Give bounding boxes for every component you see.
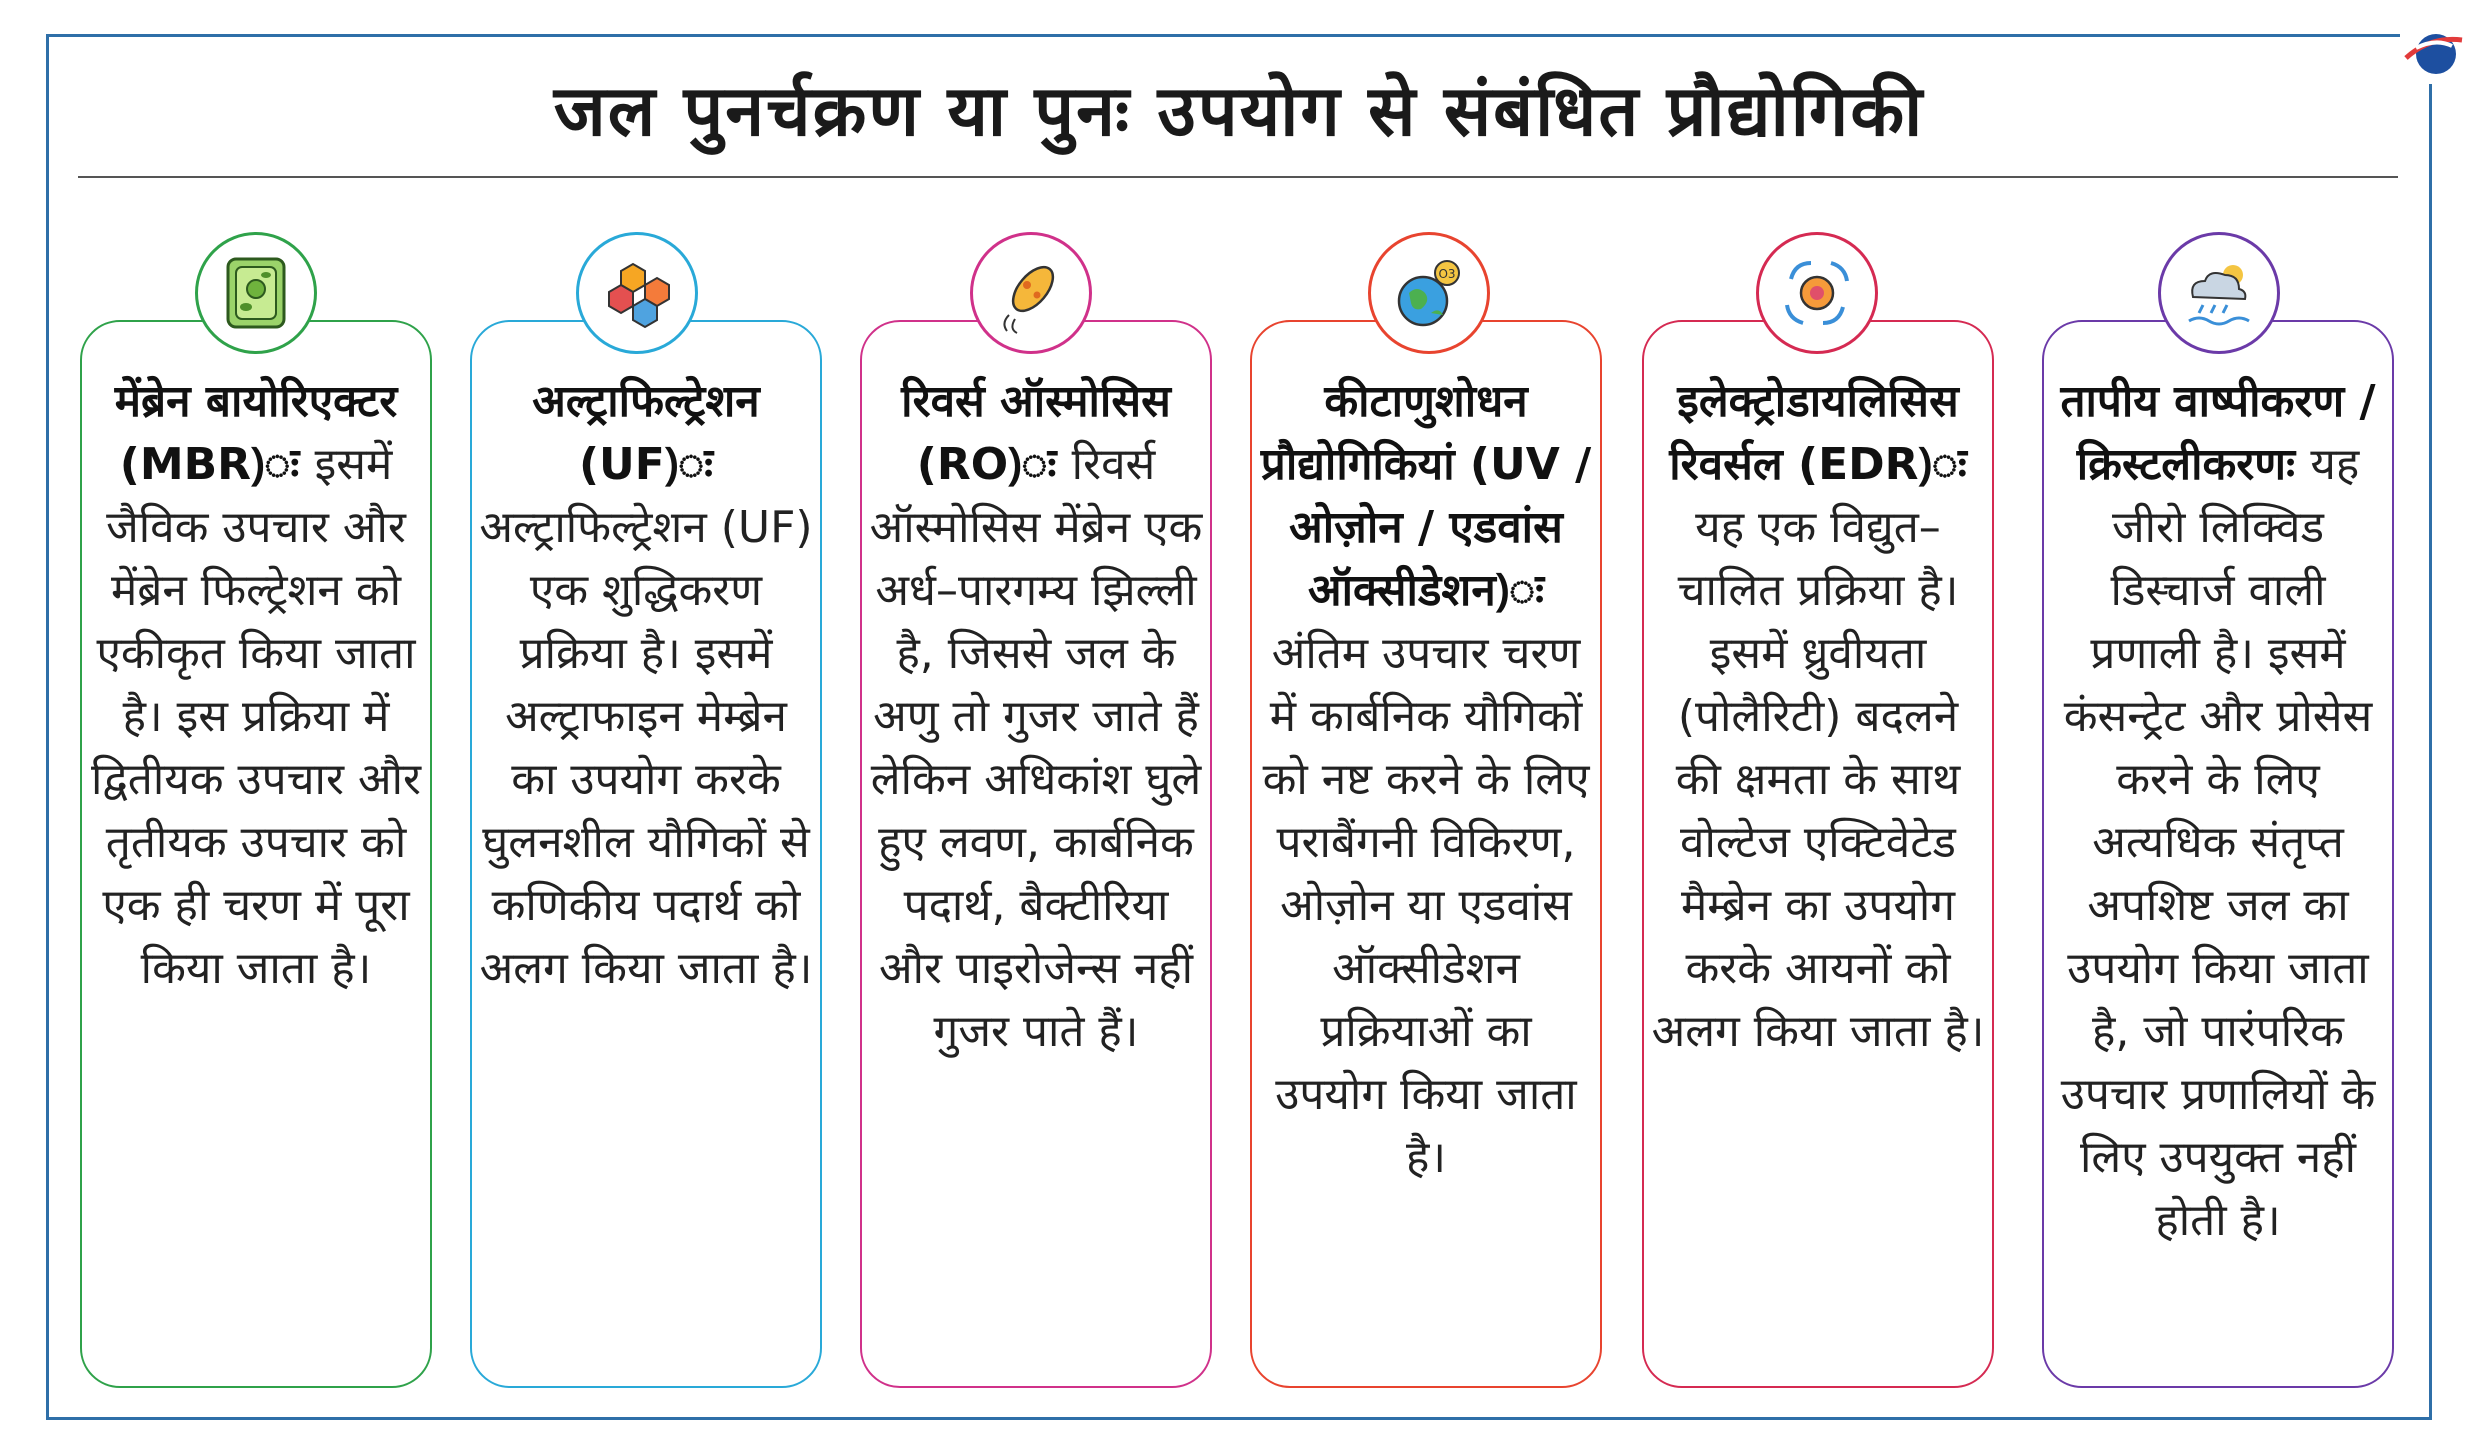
card-body: अल्ट्राफिल्ट्रेशन (UF) एक शुद्धिकरण प्रक्रिया है। इसमें अल्ट्राफाइन मेम्ब्रेन का उपयोग करके घुलनशील यौगिकों से कणिकीय पदार्थ को अलग किया जाता है। [479,502,813,994]
card-heading: कीटाणुशोधन प्रौद्योगिकियां (UV / ओज़ोन / एडवांस ऑक्सीडेशन) [1260,376,1592,616]
card-ro [860,320,1212,1388]
card-body: रिवर्स ऑस्मोसिस मेंब्रेन एक अर्ध–पारगम्य झिल्ली है, जिससे जल के अणु तो गुजर जाते हैं लेकिन अधिकांश घुले हुए लवण, कार्बनिक पदार्थ, बैक्टीरिया और पाइरोजेन्स नहीं गुजर पाते हैं। [869,439,1203,1057]
card-text [868,370,1204,1063]
earth-ozone-icon [1368,232,1490,354]
card-uf [470,320,822,1388]
bacteria-icon [970,232,1092,354]
plant-cell-icon [195,232,317,354]
card-body: अंतिम उपचार चरण में कार्बनिक यौगिकों को नष्ट करने के लिए पराबैंगनी विकिरण, ओज़ोन या एडवांस ऑक्सीडेशन प्रक्रियाओं का उपयोग किया जाता है। [1262,628,1590,1183]
card-heading: इलेक्ट्रोडायलिसिस रिवर्सल (EDR) [1669,376,1967,490]
card-text [2050,370,2386,1252]
card-body: यह एक विद्युत–चालित प्रक्रिया है। इसमें ध्रुवीयता (पोलैरिटी) बदलने की क्षमता के साथ वोल्टेज एक्टिवेटेड मैम्ब्रेन का उपयोग करके आयनों को अलग किया जाता है। [1651,502,1985,1057]
card-heading: मेंब्रेन बायोरिएक्टर (MBR) [114,376,398,490]
card-text [1258,370,1594,1189]
card-edr [1642,320,1994,1388]
card-heading: अल्ट्राफिल्ट्रेशन (UF) [532,376,760,490]
colon: ः [299,439,315,490]
title-divider [78,176,2398,178]
card-thermal [2042,320,2394,1388]
brand-logo-icon [2400,18,2466,84]
card-disinfection [1250,320,1602,1388]
svg-text:O3: O3 [1438,267,1456,281]
page-title: जल पुनर्चक्रण या पुनः उपयोग से संबंधित प्रौद्योगिकी [553,70,1925,152]
card-heading: रिवर्स ऑस्मोसिस (RO) [901,376,1171,490]
brain-gear-icon [1756,232,1878,354]
card-heading: तापीय वाष्पीकरण / क्रिस्टलीकरण [2060,376,2376,490]
colon: ः [2294,439,2311,490]
card-text [1650,370,1986,1063]
card-mbr [80,320,432,1388]
colon: ः [1056,439,1072,490]
card-text [88,370,424,1000]
card-body: यह जीरो लिक्विड डिस्चार्ज वाली प्रणाली है। इसमें कंसन्ट्रेट और प्रोसेस करने के लिए अत्यधिक संतृप्त अपशिष्ट जल का उपयोग किया जाता है, जो पारंपरिक उपचार प्रणालियों के लिए उपयुक्त नहीं होती है। [2060,439,2376,1246]
molecule-icon [576,232,698,354]
rain-cloud-icon [2158,232,2280,354]
card-body: इसमें जैविक उपचार और मेंब्रेन फिल्ट्रेशन को एकीकृत किया जाता है। इस प्रक्रिया में द्वितीयक उपचार और तृतीयक उपचार को एक ही चरण में पूरा किया जाता है। [91,439,421,994]
card-text [478,370,814,1000]
